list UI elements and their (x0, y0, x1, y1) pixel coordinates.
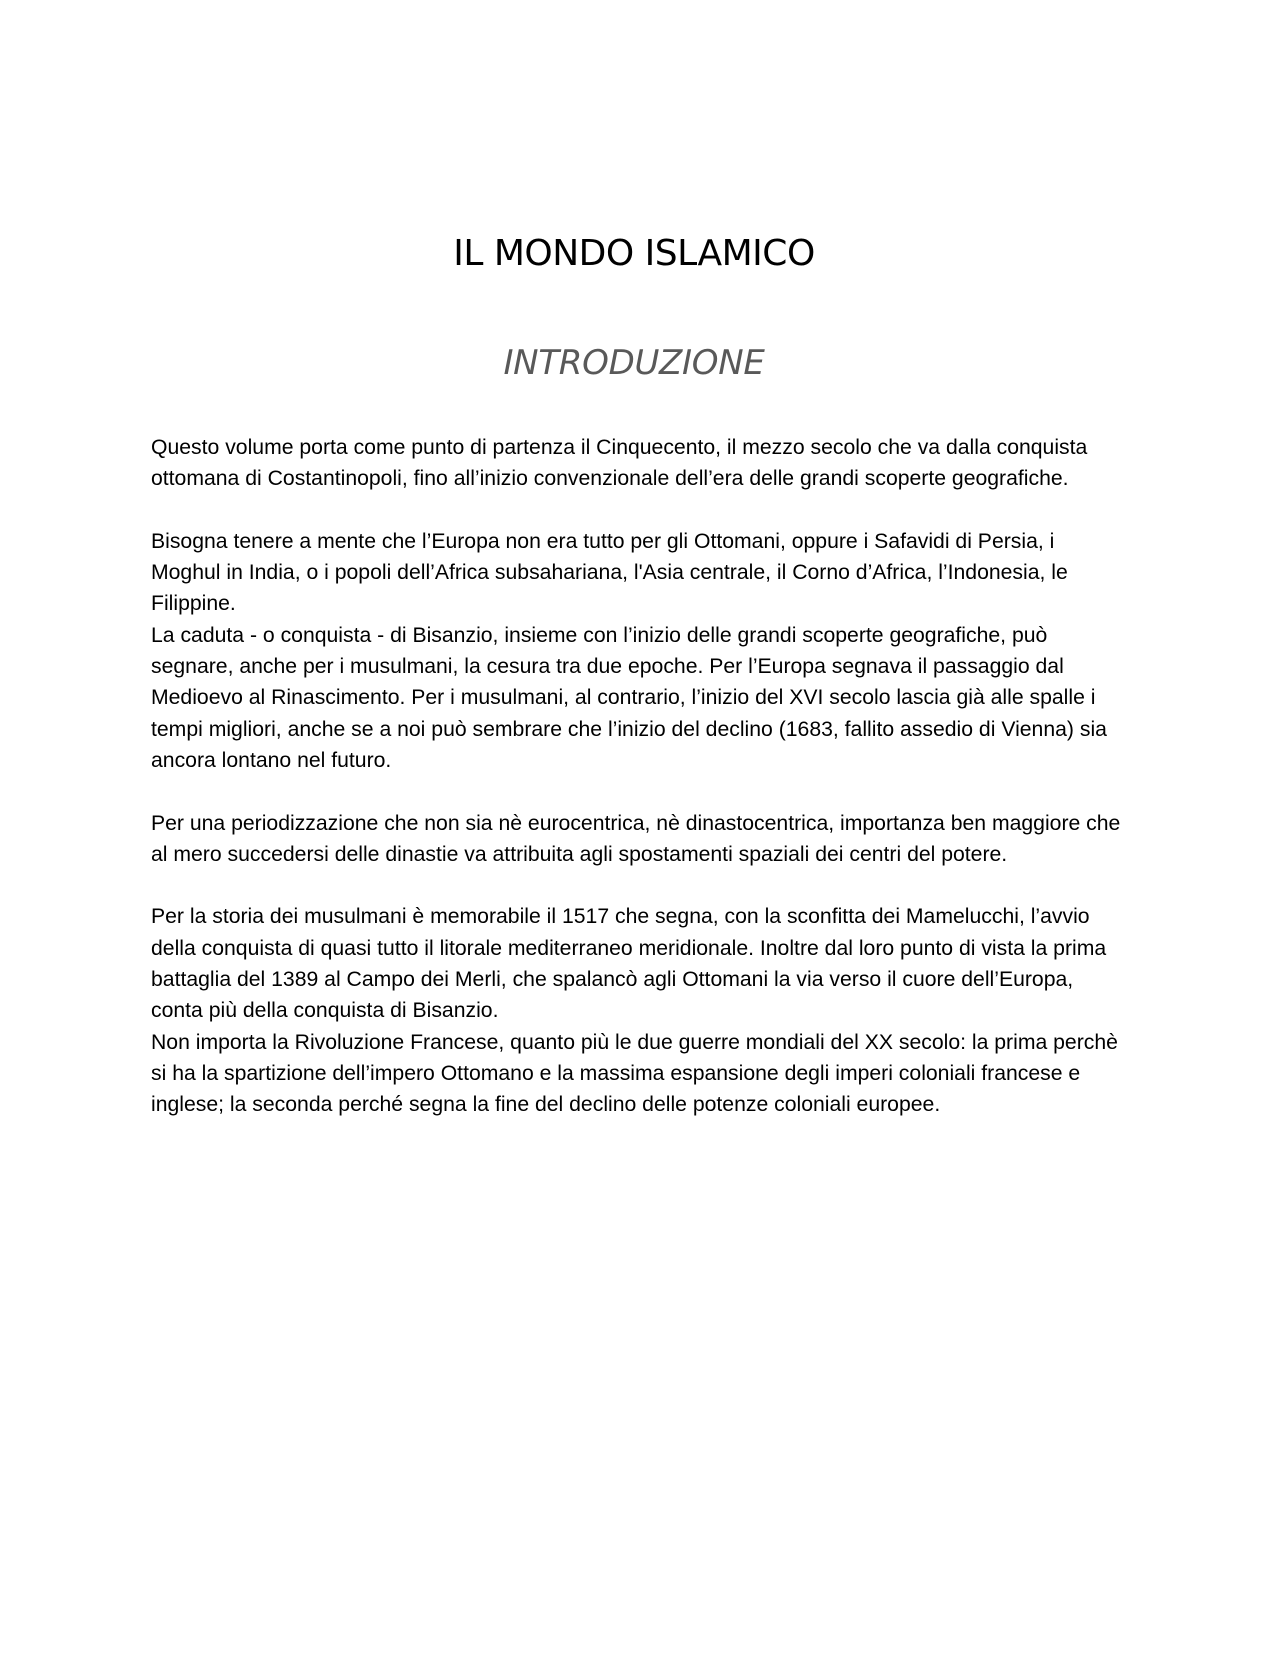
section-heading: INTRODUZIONE (503, 343, 765, 383)
paragraph: Non importa la Rivoluzione Francese, quanto più le due guerre mondiali del XX secolo: la prima perchè si ha la spartizione dell’impero Ottomano e la massima espansione degli imperi coloniali francese e inglese; la seconda perché segna la fine del declino delle potenze coloniali europee. (151, 1030, 1118, 1117)
paragraph: Per la storia dei musulmani è memorabile il 1517 che segna, con la sconfitta dei Mamelucchi, l’avvio della conquista di quasi tutto il litorale mediterraneo meridionale. Inoltre dal loro punto di vista la prima battaglia del 1389 al Campo dei Merli, che spalancò agli Ottomani la via verso il cuore dell’Europa, conta più della conquista di Bisanzio. (151, 905, 1107, 1023)
paragraph-spacer (151, 495, 1126, 526)
document-body (151, 432, 1126, 1121)
paragraph: La caduta - o conquista - di Bisanzio, insieme con l’inizio delle grandi scoperte geografiche, può segnare, anche per i musulmani, la cesura tra due epoche. Per l’Europa segnava il passaggio dal Medioevo al Rinascimento. Per i musulmani, al contrario, l’inizio del XVI secolo lascia già alle spalle i tempi migliori, anche se a noi può sembrare che l’inizio del declino (1683, fallito assedio di Vienna) sia ancora lontano nel futuro. (151, 623, 1107, 772)
paragraph-spacer (151, 870, 1126, 901)
paragraph: Per una periodizzazione che non sia nè eurocentrica, nè dinastocentrica, importanza ben maggiore che al mero succedersi delle dinastie va attribuita agli spostamenti spaziali dei centri del potere. (151, 811, 1121, 866)
paragraph: Bisogna tenere a mente che l’Europa non era tutto per gli Ottomani, oppure i Safavidi di Persia, i Moghul in India, o i popoli dell’Africa subsahariana, l'Asia centrale, il Corno d’Africa, l’Indonesia, le Filippine. (151, 529, 1068, 616)
paragraph-spacer (151, 776, 1126, 807)
document-title: IL MONDO ISLAMICO (453, 233, 815, 274)
paragraph: Questo volume porta come punto di partenza il Cinquecento, il mezzo secolo che va dalla conquista ottomana di Costantinopoli, fino all’inizio convenzionale dell’era delle grandi scoperte geografiche. (151, 436, 1088, 491)
